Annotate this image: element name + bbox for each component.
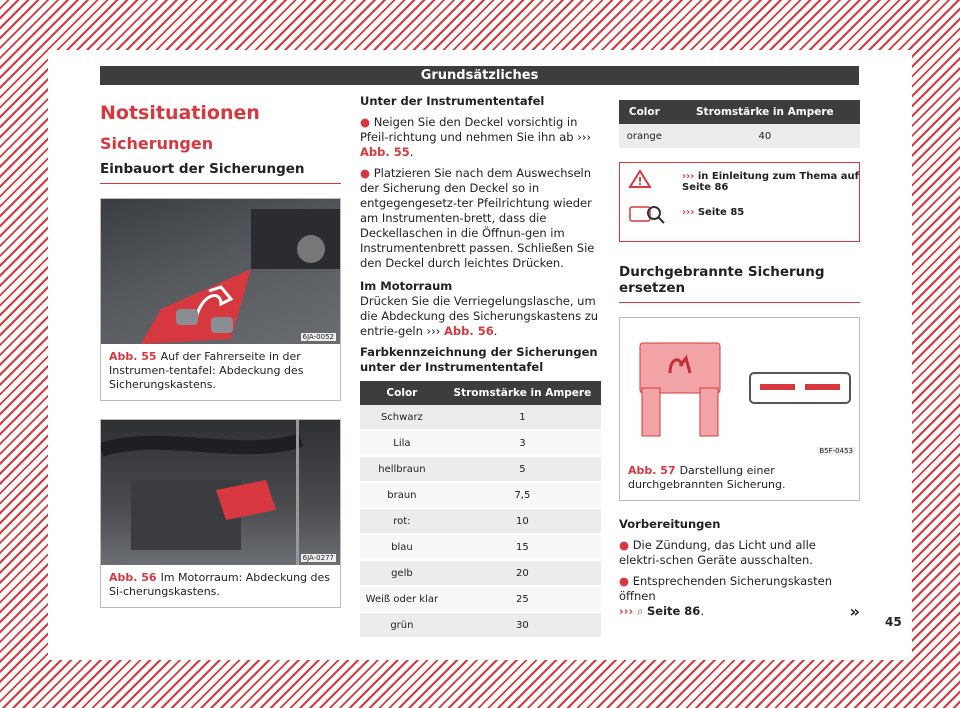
page-ref-text: Seite 85 (697, 207, 745, 218)
header-ribbon: Grundsätzliches (100, 66, 859, 85)
bullet-item: ● Die Zündung, das Licht und alle elektri-schen Geräte ausschalten. (619, 538, 860, 568)
figure-caption: Abb. 57 Darstellung einer durchgebrannten Sicherung. (628, 464, 786, 491)
section-title-replace: Durchgebrannte Sicherung ersetzen (619, 264, 860, 303)
preparation-heading: Vorbereitungen (619, 517, 721, 531)
table-row: braun 7,5 (360, 482, 601, 508)
continue-arrow-icon: » (849, 602, 860, 621)
left-column (100, 94, 341, 608)
fuse-color-table (360, 381, 601, 639)
column-header: Stromstärke in Ampere (670, 100, 860, 124)
column-header: Color (360, 381, 444, 405)
figure-56 (100, 419, 341, 608)
magnifier-icon: ⌕ (636, 604, 644, 618)
column-header: Stromstärke in Ampere (444, 381, 601, 405)
blown-fuse-image (620, 318, 859, 458)
figure-57 (619, 317, 860, 501)
table-row: grün 30 (360, 612, 601, 638)
bullet-item: ● Neigen Sie den Deckel vorsichtig in Pfeil-richtung und nehmen Sie ihn ab ››› Abb. 55. (360, 115, 601, 160)
table-row: gelb 20 (360, 560, 601, 586)
table-row: Weiß oder klar 25 (360, 586, 601, 612)
column-header: Color (619, 100, 670, 124)
figure-code: 6JA-0277 (302, 554, 334, 562)
engine-bay-illustration (101, 420, 340, 565)
color-coding-heading: Farbkennzeichnung der Sicherungen unter der Instrumententafel (360, 345, 598, 374)
instrument-panel-heading: Unter der Instrumententafel (360, 94, 545, 108)
bullet-item: ● Platzieren Sie nach dem Auswechseln der Sicherung den Deckel so in entgegengesetz-ter Pfeilrichtung wieder am Instrumenten-brett, dass die Deckellaschen in die Öffnun-gen im Instrumentenbrett passen. Schließen Sie den Deckel durch leichtes Drücken. (360, 166, 601, 271)
table-row: orange 40 (619, 124, 860, 149)
warning-ref-text: in Einleitung zum Thema auf Seite 86 (682, 171, 859, 193)
fuse-cover-dashboard-image (101, 199, 340, 344)
table-row: Schwarz 1 (360, 405, 601, 430)
table-row: blau 15 (360, 534, 601, 560)
figure-caption: Abb. 56 Im Motorraum: Abdeckung des Si-cherungskastens. (109, 571, 331, 598)
reference-box: ! ››› in Einleitung zum Thema auf Seite 86 ››› Seite 85 (619, 162, 860, 242)
engine-room-paragraph: Im Motorraum Drücken Sie die Verriegelungslasche, um die Abdeckung des Sicherungskastens zu entrie-geln ››› Abb. 56. (360, 279, 599, 338)
page-title: Notsituationen (100, 102, 260, 124)
subsection-title: Einbauort der Sicherungen (100, 161, 341, 184)
section-title: Sicherungen (100, 134, 214, 153)
table-row: Lila 3 (360, 430, 601, 456)
engine-bay-image (101, 420, 340, 565)
figure-55 (100, 198, 341, 401)
page-number: 45 (885, 615, 902, 629)
right-column (619, 94, 860, 625)
warning-icon (628, 169, 668, 231)
figure-code: B5F-0453 (819, 447, 853, 455)
bullet-item: ● Entsprechenden Sicherungskasten öffnen ››› ⌕ Seite 86. » (619, 574, 860, 619)
figure-code: 6JA-0052 (302, 333, 334, 341)
fuse-color-table-continued (619, 100, 860, 150)
dashboard-illustration (101, 199, 340, 344)
middle-column (360, 94, 601, 639)
svg-text:!: ! (637, 175, 643, 188)
figure-caption: Abb. 55 Auf der Fahrerseite in der Instrumen-tentafel: Abdeckung des Sicherungskastens. (109, 350, 304, 391)
table-row: hellbraun 5 (360, 456, 601, 482)
table-row: rot: 10 (360, 508, 601, 534)
fuse-illustration (620, 318, 859, 458)
